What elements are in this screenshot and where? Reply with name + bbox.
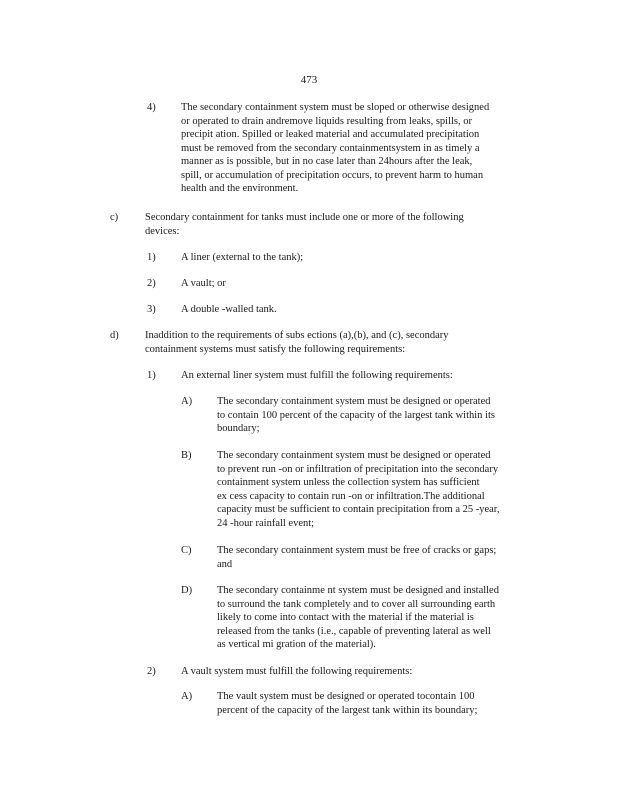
item-label: D) xyxy=(181,585,193,596)
text-line: ex cess capacity to contain run -on or infiltration.The additional xyxy=(217,490,485,502)
text-line: health and the environment. xyxy=(181,183,299,194)
item-label: 1) xyxy=(147,252,156,263)
text-line: devices: xyxy=(145,225,180,237)
text-line: spill, or accumulation of precipitation occurs, to prevent harm to human xyxy=(181,169,484,181)
text-line: to prevent run -on or infiltration of precipitation into the secondary xyxy=(217,463,499,475)
text-line: The secondary containment system must be sloped or otherwise designed xyxy=(181,102,490,113)
item-label: 1) xyxy=(147,370,156,381)
text-line: The secondary containment system must be free of cracks or gaps; xyxy=(217,545,497,556)
text-line: 24 -hour rainfall event; xyxy=(217,517,315,529)
text-line: to contain 100 percent of the capacity of the largest tank within its xyxy=(217,409,495,421)
text-line: Secondary containment for tanks must include one or more of the following xyxy=(145,212,464,223)
text-line: containment system unless the collection system has sufficient xyxy=(217,477,480,488)
item-label: B) xyxy=(181,450,192,461)
text-line: to surround the tank completely and to cover all surrounding earth xyxy=(217,598,496,610)
text-line: or operated to drain andremove liquids resulting from leaks, spills, or xyxy=(181,115,473,127)
subpart-text xyxy=(217,395,495,436)
text-line: released from the tanks (i.e., capable of preventing lateral as well xyxy=(217,625,491,637)
subpart-text xyxy=(217,584,499,652)
item-label: A) xyxy=(181,691,193,702)
paragraph-text xyxy=(145,211,505,238)
item-label: 3) xyxy=(147,304,156,315)
list-item-text: An external liner system must fulfill the following requirements: xyxy=(181,370,453,381)
text-line: capacity must be sufficient to contain precipitation from a 25 -year, xyxy=(217,504,500,515)
paragraph-text xyxy=(181,101,531,196)
text-line: The secondary containme nt system must be designed and installed xyxy=(217,585,499,596)
text-line: percent of the capacity of the largest tank within its boundary; xyxy=(217,704,478,716)
item-label: c) xyxy=(110,212,119,223)
list-item-text: A liner (external to the tank); xyxy=(181,252,304,263)
text-line: containment systems must satisfy the following requirements: xyxy=(145,343,406,355)
subpart-text xyxy=(217,690,477,717)
item-label: 4) xyxy=(147,102,156,113)
list-item-text: A double -walled tank. xyxy=(181,304,277,315)
text-line: Inaddition to the requirements of subs ections (a),(b), and (c), secondary xyxy=(145,330,449,341)
list-item-text: A vault system must fulfill the following requirements: xyxy=(181,666,413,677)
item-label: 2) xyxy=(147,278,156,289)
text-line: as vertical mi gration of the material). xyxy=(217,639,376,650)
list-item-text: A vault; or xyxy=(181,278,226,289)
item-label: C) xyxy=(181,545,192,556)
item-label: A) xyxy=(181,396,193,407)
text-line: must be removed from the secondary containmentsystem in as timely a xyxy=(181,142,480,154)
text-line: precipit ation. Spilled or leaked material and accumulated precipitation xyxy=(181,129,480,140)
text-line: The secondary containment system must be designed or operated xyxy=(217,450,491,461)
paragraph-text xyxy=(145,329,490,356)
text-line: The vault system must be designed or operated tocontain 100 xyxy=(217,691,475,702)
text-line: boundary; xyxy=(217,423,260,434)
text-line: manner as is possible, but in no case later than 24hours after the leak, xyxy=(181,156,473,167)
item-label: 2) xyxy=(147,666,156,677)
page-number: 473 xyxy=(300,74,318,86)
item-label: d) xyxy=(110,330,119,341)
subpart-text xyxy=(217,449,500,530)
text-line: The secondary containment system must be designed or operated xyxy=(217,396,491,407)
text-line: likely to come into contact with the material if the material is xyxy=(217,612,474,623)
subpart-text xyxy=(217,544,496,571)
text-line: and xyxy=(217,558,233,570)
